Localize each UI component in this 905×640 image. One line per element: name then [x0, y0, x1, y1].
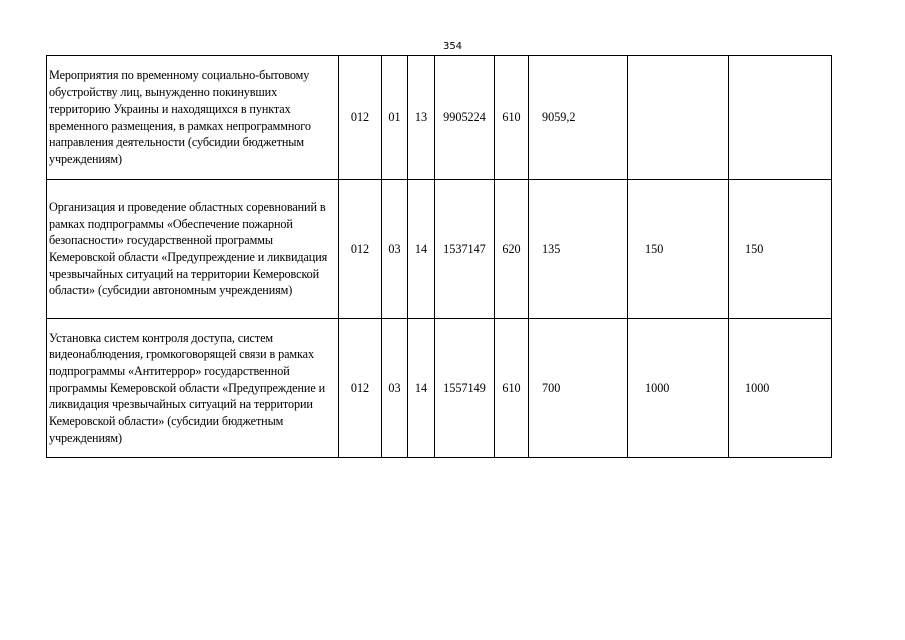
section-code: 03	[382, 319, 408, 458]
subsection-code: 14	[408, 180, 435, 319]
target-article-code: 1537147	[435, 180, 495, 319]
page-number: 354	[442, 41, 463, 52]
amount-year-3	[729, 56, 832, 180]
table-row	[47, 319, 832, 458]
amount-year-2: 1000	[628, 319, 729, 458]
amount-year-1: 700	[529, 319, 628, 458]
subsection-code: 14	[408, 319, 435, 458]
table-row	[47, 180, 832, 319]
ministry-code: 012	[339, 180, 382, 319]
expense-type-code: 610	[495, 319, 529, 458]
section-code: 03	[382, 180, 408, 319]
amount-year-3: 1000	[729, 319, 832, 458]
ministry-code: 012	[339, 319, 382, 458]
expense-type-code: 610	[495, 56, 529, 180]
subsection-code: 13	[408, 56, 435, 180]
ministry-code: 012	[339, 56, 382, 180]
row-description: Установка систем контроля доступа, систем видеонаблюдения, громкоговорящей связи в рамках подпрограммы «Антитеррор» государственной программы Кемеровской области «Предупреждение и ликвидация чрезвычайных ситуаций на территории Кемеровской области» (субсидии бюджетным учреждениям)	[47, 319, 339, 458]
target-article-code: 1557149	[435, 319, 495, 458]
section-code: 01	[382, 56, 408, 180]
expense-type-code: 620	[495, 180, 529, 319]
amount-year-2	[628, 56, 729, 180]
table-row	[47, 56, 832, 180]
amount-year-1: 9059,2	[529, 56, 628, 180]
target-article-code: 9905224	[435, 56, 495, 180]
amount-year-2: 150	[628, 180, 729, 319]
amount-year-3: 150	[729, 180, 832, 319]
budget-table	[46, 55, 832, 458]
row-description: Мероприятия по временному социально-бытовому обустройству лиц, вынужденно покинувших территорию Украины и находящихся в пунктах временного размещения, в рамках непрограммного направления деятельности (субсидии бюджетным учреждениям)	[47, 56, 339, 180]
row-description: Организация и проведение областных соревнований в рамках подпрограммы «Обеспечение пожарной безопасности» государственной программы Кемеровской области «Предупреждение и ликвидация чрезвычайных ситуаций на территории Кемеровской области» (субсидии автономным учреждениям)	[47, 180, 339, 319]
amount-year-1: 135	[529, 180, 628, 319]
